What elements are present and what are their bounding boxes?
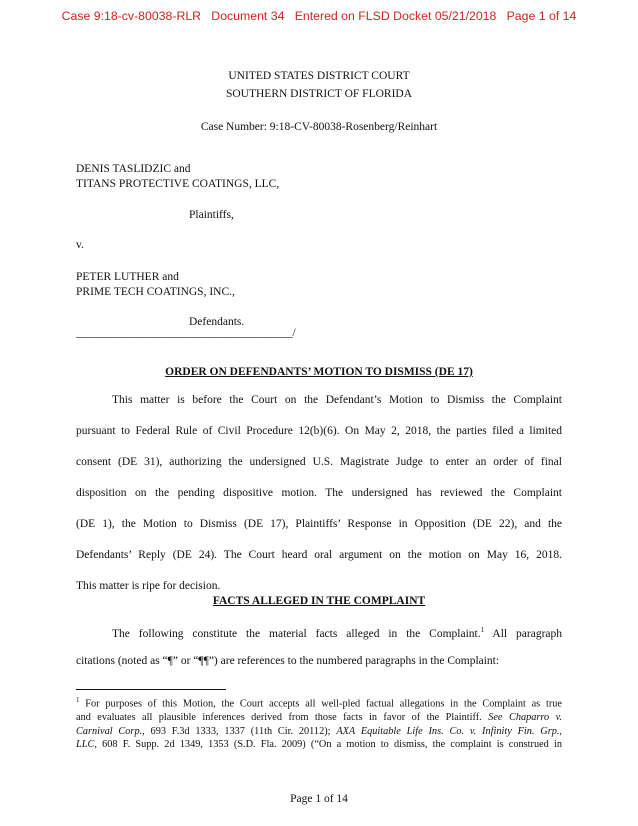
paragraph-1-line: Defendants’ Reply (DE 24). The Court heard oral argument on the motion on May 16, 2018.: [76, 549, 562, 561]
footnote-line: [76, 725, 562, 739]
facts-heading: FACTS ALLEGED IN THE COMPLAINT: [212, 595, 426, 607]
defendant-line-2: PRIME TECH COATINGS, INC.,: [76, 286, 235, 298]
paragraph-2: [76, 623, 562, 685]
footnote-number: 1: [76, 696, 80, 704]
paragraph-2-text: The following constitute the material facts alleged in the Complaint.: [112, 627, 481, 640]
footnote-text: 608 F. Supp. 2d 1349, 1353 (S.D. Fla. 2009) (“On a motion to dismiss, the complaint is construed in: [102, 739, 562, 751]
paragraph-1: [76, 393, 562, 610]
footnote-citation: LLC,: [76, 739, 97, 751]
footnote-line: [76, 694, 562, 711]
footnote-reference[interactable]: 1: [480, 626, 485, 634]
versus: v.: [76, 239, 84, 251]
defendant-line-1: PETER LUTHER and: [76, 271, 179, 283]
footnote-line: [76, 711, 562, 725]
footnote-text: For purposes of this Motion, the Court accepts all well-pled factual allegations in the Complaint as true: [85, 698, 562, 710]
footnote-text: and evaluates all plausible inferences derived from those facts in favor of the Plaintiff.: [76, 712, 482, 724]
plaintiff-line-1: DENIS TASLIDZIC and: [76, 163, 191, 175]
paragraph-1-line: (DE 1), the Motion to Dismiss (DE 17), Plaintiffs’ Response in Opposition (DE 22), and the: [76, 518, 562, 530]
court-district: SOUTHERN DISTRICT OF FLORIDA: [225, 88, 413, 100]
paragraph-2-text: All paragraph: [492, 627, 563, 640]
paragraph-1-line: disposition on the pending dispositive motion. The undersigned has reviewed the Complaint: [76, 487, 562, 499]
paragraph-1-line: This matter is before the Court on the Defendant’s Motion to Dismiss the Complaint: [112, 394, 562, 406]
paragraph-1-line: This matter is ripe for decision.: [76, 580, 221, 592]
paragraph-1-line: pursuant to Federal Rule of Civil Procedure 12(b)(6). On May 2, 2018, the parties filed a limited: [76, 425, 562, 437]
page-number: Page 1 of 14: [290, 793, 348, 805]
paragraph-2-line: citations (noted as “¶” or “¶¶”) are references to the numbered paragraphs in the Complaint:: [76, 655, 500, 667]
footnote-citation: Carnival Corp.: [76, 725, 143, 737]
footnote-citation: See Chaparro v.: [488, 712, 563, 724]
case-number: Case Number: 9:18-CV-80038-Rosenberg/Reinhart: [200, 121, 438, 133]
paragraph-2-line: [76, 623, 562, 654]
docket-header-stamp: Case 9:18-cv-80038-RLR Document 34 Entered on FLSD Docket 05/21/2018 Page 1 of 14: [61, 9, 577, 23]
footnote-line: [76, 738, 562, 752]
footnote-divider: [76, 689, 226, 690]
footnote-text: , 693 F.3d 1333, 1337 (11th Cir. 20112);: [142, 725, 331, 737]
footnote-citation: AXA Equitable Life Ins. Co. v. Infinity Fin. Grp.,: [336, 725, 562, 737]
court-name: UNITED STATES DISTRICT COURT: [228, 70, 410, 82]
paragraph-1-line: consent (DE 31), authorizing the undersigned U.S. Magistrate Judge to enter an order of final: [76, 456, 562, 468]
footnote-1: [76, 694, 562, 752]
order-title: ORDER ON DEFENDANTS’ MOTION TO DISMISS (DE 17): [165, 366, 473, 378]
plaintiffs-label: Plaintiffs,: [189, 209, 234, 221]
plaintiff-line-2: TITANS PROTECTIVE COATINGS, LLC,: [76, 178, 280, 190]
defendants-label: Defendants.: [189, 316, 245, 328]
caption-separator: _______________________________________/: [76, 327, 296, 339]
